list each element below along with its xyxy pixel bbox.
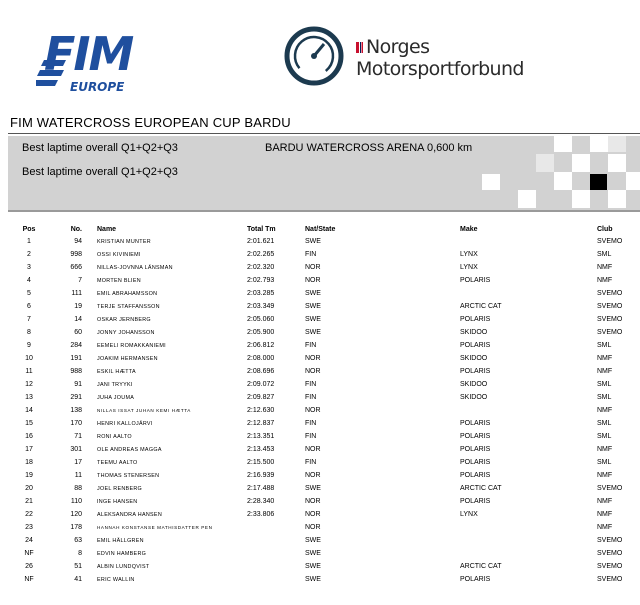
cell-make: SKIDOO	[460, 394, 488, 401]
cell-make: LYNX	[460, 251, 478, 258]
cell-nat: SWE	[305, 576, 321, 583]
cell-nat: SWE	[305, 238, 321, 245]
cell-no: 51	[74, 563, 82, 570]
cell-nat: SWE	[305, 485, 321, 492]
nmf-line2: Motorsportforbund	[356, 58, 524, 80]
table-row	[14, 404, 637, 417]
table-row	[14, 261, 637, 274]
table-row	[14, 482, 637, 495]
cell-club: SVEMO	[597, 563, 623, 570]
cell-pos: 4	[27, 277, 31, 284]
cell-time	[247, 573, 305, 586]
event-title: FIM WATERCROSS EUROPEAN CUP BARDU	[10, 115, 291, 130]
cell-no: 110	[70, 498, 82, 505]
cell-name: NILLAS-JOVNNA LÄNSMAN	[97, 264, 173, 271]
cell-time: 2:02.320	[247, 264, 275, 271]
cell-club: NMF	[597, 355, 613, 362]
cell-gap	[82, 274, 97, 287]
cell-name: ALBIN LUNDQVIST	[97, 563, 150, 570]
cell-name: ERIC WALLIN	[97, 576, 135, 583]
cell-make: POLARIS	[460, 433, 491, 440]
cell-name: HENRI KALLOJÄRVI	[97, 420, 153, 427]
cell-make: SKIDOO	[460, 329, 488, 336]
cell-time: 2:03.285	[247, 290, 275, 297]
cell-make	[460, 235, 597, 248]
cell-pos: NF	[24, 550, 34, 557]
cell-pos: 20	[25, 485, 33, 492]
cell-club: SML	[597, 420, 612, 427]
cell-pos: 8	[27, 329, 31, 336]
cell-gap	[82, 378, 97, 391]
title-divider	[8, 133, 640, 134]
col-header-time: Total Tm	[247, 225, 276, 233]
cell-time: 2:09.827	[247, 394, 275, 401]
venue-label: BARDU WATERCROSS ARENA 0,600 km	[265, 142, 473, 154]
cell-pos: 16	[25, 433, 33, 440]
cell-time: 2:15.500	[247, 459, 275, 466]
table-row	[14, 274, 637, 287]
table-row	[14, 508, 637, 521]
table-row	[14, 547, 637, 560]
cell-gap	[82, 339, 97, 352]
table-row	[14, 391, 637, 404]
best-laptime-label: Best laptime overall Q1+Q2+Q3	[22, 142, 178, 154]
cell-no: 8	[78, 550, 82, 557]
cell-time: 2:33.806	[247, 511, 275, 518]
cell-club: SML	[597, 433, 612, 440]
cell-make	[460, 547, 597, 560]
cell-gap	[82, 456, 97, 469]
cell-gap	[82, 521, 97, 534]
cell-club: SVEMO	[597, 329, 623, 336]
cell-pos: 15	[25, 420, 33, 427]
cell-club: SML	[597, 381, 612, 388]
cell-nat: FIN	[305, 251, 317, 258]
cell-name: OSKAR JERNBERG	[97, 316, 151, 323]
cell-make	[460, 534, 597, 547]
cell-time	[247, 521, 305, 534]
cell-time: 2:02.265	[247, 251, 275, 258]
cell-club: SVEMO	[597, 303, 623, 310]
cell-nat: SWE	[305, 303, 321, 310]
cell-make: ARCTIC CAT	[460, 303, 502, 310]
cell-make: POLARIS	[460, 277, 491, 284]
cell-make: SKIDOO	[460, 355, 488, 362]
cell-no: 170	[70, 420, 82, 427]
cell-name: MORTEN BLIEN	[97, 277, 141, 284]
cell-pos: 12	[25, 381, 33, 388]
nmf-emblem-icon	[284, 26, 344, 86]
table-row	[14, 443, 637, 456]
cell-time: 2:06.812	[247, 342, 275, 349]
checkered-flag-pattern	[0, 136, 640, 210]
cell-make	[460, 287, 597, 300]
table-row	[14, 417, 637, 430]
cell-name: JANI TRYYKI	[97, 381, 133, 388]
cell-gap	[82, 248, 97, 261]
cell-pos: 6	[27, 303, 31, 310]
cell-no: 111	[71, 290, 82, 297]
cell-gap	[82, 404, 97, 417]
cell-make: POLARIS	[460, 472, 491, 479]
cell-pos: 23	[25, 524, 33, 531]
cell-nat: NOR	[305, 498, 321, 505]
cell-gap	[82, 313, 97, 326]
cell-nat: NOR	[305, 511, 321, 518]
col-header-club: Club	[597, 225, 613, 233]
cell-gap	[82, 352, 97, 365]
table-row	[14, 365, 637, 378]
cell-gap	[82, 443, 97, 456]
cell-nat: SWE	[305, 550, 321, 557]
cell-name: EMIL ABRAHAMSSON	[97, 290, 158, 297]
cell-no: 11	[74, 472, 82, 479]
cell-gap	[82, 547, 97, 560]
cell-pos: 26	[25, 563, 33, 570]
cell-nat: NOR	[305, 524, 321, 531]
nmf-line1: Norges	[366, 36, 430, 58]
cell-make: LYNX	[460, 511, 478, 518]
cell-gap	[82, 430, 97, 443]
cell-club: NMF	[597, 498, 613, 505]
col-header-make: Make	[460, 225, 478, 233]
cell-club: SVEMO	[597, 537, 623, 544]
cell-gap	[82, 365, 97, 378]
cell-club: SVEMO	[597, 550, 623, 557]
cell-name: HANNAH KONSTANSE MATHISDATTER PEN	[97, 525, 213, 530]
cell-name: INGE HANSEN	[97, 498, 138, 505]
col-header-pos: Pos	[22, 225, 36, 233]
cell-no: 666	[70, 264, 82, 271]
cell-no: 178	[70, 524, 82, 531]
cell-pos: 17	[25, 446, 33, 453]
results-header-row	[14, 223, 637, 235]
table-row	[14, 495, 637, 508]
cell-time: 2:08.000	[247, 355, 275, 362]
cell-nat: FIN	[305, 433, 317, 440]
cell-make: POLARIS	[460, 420, 491, 427]
cell-nat: SWE	[305, 290, 321, 297]
cell-name: ALEKSANDRA HANSEN	[97, 511, 163, 518]
cell-gap	[82, 482, 97, 495]
cell-make	[460, 521, 597, 534]
col-header-no: No.	[70, 225, 82, 233]
cell-name: OLE ANDREAS MAGGA	[97, 446, 162, 453]
header-band-rule	[8, 210, 640, 212]
cell-time: 2:13.351	[247, 433, 275, 440]
cell-name: JOEL RENBERG	[97, 485, 143, 492]
table-row	[14, 560, 637, 573]
cell-gap	[82, 560, 97, 573]
cell-nat: SWE	[305, 329, 321, 336]
cell-name: EMIL HÄLLGREN	[97, 537, 144, 544]
cell-name: RONI AALTO	[97, 433, 132, 440]
cell-time: 2:05.900	[247, 329, 275, 336]
cell-pos: 18	[25, 459, 33, 466]
cell-nat: FIN	[305, 394, 317, 401]
cell-gap	[82, 495, 97, 508]
fim-logo-text: FIM	[44, 27, 133, 81]
cell-make: POLARIS	[460, 342, 491, 349]
nmf-logo-text	[356, 36, 524, 80]
cell-time: 2:08.696	[247, 368, 275, 375]
table-row	[14, 313, 637, 326]
cell-gap	[82, 417, 97, 430]
cell-make: POLARIS	[460, 459, 491, 466]
cell-no: 291	[70, 394, 82, 401]
cell-club: SML	[597, 394, 612, 401]
cell-nat: FIN	[305, 459, 317, 466]
cell-gap	[82, 287, 97, 300]
cell-time: 2:01.621	[247, 238, 275, 245]
cell-nat: NOR	[305, 446, 321, 453]
cell-nat: NOR	[305, 472, 321, 479]
cell-no: 19	[74, 303, 82, 310]
table-row	[14, 456, 637, 469]
col-header-name: Name	[97, 225, 117, 233]
cell-no: 71	[74, 433, 82, 440]
cell-pos: 14	[25, 407, 33, 414]
cell-gap	[82, 534, 97, 547]
cell-no: 120	[70, 511, 82, 518]
cell-club: SVEMO	[597, 290, 623, 297]
cell-gap	[82, 261, 97, 274]
table-row	[14, 430, 637, 443]
cell-no: 63	[74, 537, 82, 544]
cell-pos: 9	[27, 342, 31, 349]
cell-club: NMF	[597, 472, 613, 479]
cell-make: ARCTIC CAT	[460, 485, 502, 492]
cell-club: NMF	[597, 264, 613, 271]
cell-name: EDVIN HAMBERG	[97, 550, 147, 557]
cell-no: 988	[70, 368, 82, 375]
cell-time	[247, 534, 305, 547]
cell-club: SML	[597, 251, 612, 258]
cell-club: NMF	[597, 368, 613, 375]
cell-nat: FIN	[305, 381, 317, 388]
table-row	[14, 378, 637, 391]
cell-name: EEMELI ROMAKKANIEMI	[97, 342, 166, 349]
cell-gap	[82, 508, 97, 521]
table-row	[14, 339, 637, 352]
cell-name: TEEMU AALTO	[97, 459, 138, 466]
cell-make: POLARIS	[460, 576, 491, 583]
cell-name: ESKIL HÆTTA	[97, 368, 136, 375]
cell-nat: NOR	[305, 368, 321, 375]
cell-nat: FIN	[305, 342, 317, 349]
norway-flag-icon	[356, 42, 363, 53]
cell-time: 2:03.349	[247, 303, 275, 310]
cell-pos: 1	[27, 238, 31, 245]
cell-gap	[82, 573, 97, 586]
cell-make: LYNX	[460, 264, 478, 271]
cell-make: SKIDOO	[460, 381, 488, 388]
table-row	[14, 300, 637, 313]
table-row	[14, 326, 637, 339]
cell-pos: 19	[25, 472, 33, 479]
cell-time: 2:16.939	[247, 472, 275, 479]
table-row	[14, 469, 637, 482]
cell-club: NMF	[597, 524, 613, 531]
cell-pos: 22	[25, 511, 33, 518]
cell-pos: 24	[25, 537, 33, 544]
logo-area	[0, 0, 640, 108]
cell-no: 7	[78, 277, 82, 284]
cell-club: SVEMO	[597, 485, 623, 492]
cell-no: 91	[74, 381, 82, 388]
cell-pos: NF	[24, 576, 34, 583]
cell-club: SVEMO	[597, 576, 623, 583]
cell-club: NMF	[597, 277, 613, 284]
table-row	[14, 235, 637, 248]
cell-no: 17	[74, 459, 82, 466]
table-row	[14, 534, 637, 547]
cell-name: OSSI KIVINIEMI	[97, 251, 141, 258]
cell-pos: 10	[25, 355, 33, 362]
cell-no: 41	[74, 576, 82, 583]
cell-no: 88	[74, 485, 82, 492]
cell-name: JOAKIM HERMANSEN	[97, 355, 158, 362]
cell-pos: 21	[25, 498, 33, 505]
cell-name: KRISTIAN MUNTER	[97, 238, 151, 245]
cell-make: POLARIS	[460, 446, 491, 453]
cell-name: JONNY JOHANSSON	[97, 329, 155, 336]
cell-pos: 3	[27, 264, 31, 271]
cell-no: 138	[70, 407, 82, 414]
cell-club: SVEMO	[597, 238, 623, 245]
table-row	[14, 287, 637, 300]
cell-club: NMF	[597, 511, 613, 518]
cell-time: 2:02.793	[247, 277, 275, 284]
cell-nat: FIN	[305, 420, 317, 427]
cell-name: JUHA JOUMA	[97, 394, 135, 401]
cell-gap	[82, 391, 97, 404]
cell-gap	[82, 235, 97, 248]
results-body	[14, 235, 637, 586]
cell-name: THOMAS STENERSEN	[97, 472, 160, 479]
cell-time: 2:17.488	[247, 485, 275, 492]
cell-pos: 5	[27, 290, 31, 297]
fim-logo-subtitle: EUROPE	[70, 80, 125, 94]
cell-club: NMF	[597, 446, 613, 453]
cell-make: POLARIS	[460, 368, 491, 375]
cell-make: POLARIS	[460, 316, 491, 323]
cell-time: 2:12.837	[247, 420, 275, 427]
cell-no: 14	[74, 316, 82, 323]
cell-time: 2:28.340	[247, 498, 275, 505]
cell-make	[460, 404, 597, 417]
cell-gap	[82, 469, 97, 482]
cell-no: 284	[70, 342, 82, 349]
table-row	[14, 573, 637, 586]
cell-time: 2:05.060	[247, 316, 275, 323]
cell-nat: SWE	[305, 316, 321, 323]
cell-gap	[82, 300, 97, 313]
cell-time: 2:09.072	[247, 381, 275, 388]
cell-club: SML	[597, 459, 612, 466]
cell-club: SVEMO	[597, 316, 623, 323]
table-row	[14, 248, 637, 261]
cell-name: TERJE STAFFANSSON	[97, 303, 160, 310]
cell-time: 2:12.630	[247, 407, 275, 414]
cell-nat: SWE	[305, 563, 321, 570]
cell-name: NILLAS ISSAT JUHAN KEMI HÆTTA	[97, 408, 191, 413]
col-header-nat: Nat/State	[305, 225, 336, 233]
results-table	[14, 223, 637, 586]
cell-make: POLARIS	[460, 498, 491, 505]
cell-nat: NOR	[305, 277, 321, 284]
cell-nat: NOR	[305, 264, 321, 271]
cell-club: NMF	[597, 407, 613, 414]
cell-make: ARCTIC CAT	[460, 563, 502, 570]
cell-time	[247, 560, 305, 573]
cell-gap	[82, 326, 97, 339]
cell-pos: 2	[27, 251, 31, 258]
cell-time: 2:13.453	[247, 446, 275, 453]
cell-pos: 11	[25, 368, 33, 375]
cell-time	[247, 547, 305, 560]
cell-no: 301	[70, 446, 82, 453]
cell-no: 60	[74, 329, 82, 336]
cell-no: 94	[74, 238, 82, 245]
cell-no: 998	[70, 251, 82, 258]
cell-nat: NOR	[305, 407, 321, 414]
cell-pos: 13	[25, 394, 33, 401]
table-row	[14, 352, 637, 365]
cell-pos: 7	[27, 316, 31, 323]
cell-no: 191	[70, 355, 82, 362]
cell-club: SML	[597, 342, 612, 349]
cell-nat: NOR	[305, 355, 321, 362]
table-row	[14, 521, 637, 534]
best-laptime-sublabel: Best laptime overall Q1+Q2+Q3	[22, 166, 178, 178]
cell-nat: SWE	[305, 537, 321, 544]
